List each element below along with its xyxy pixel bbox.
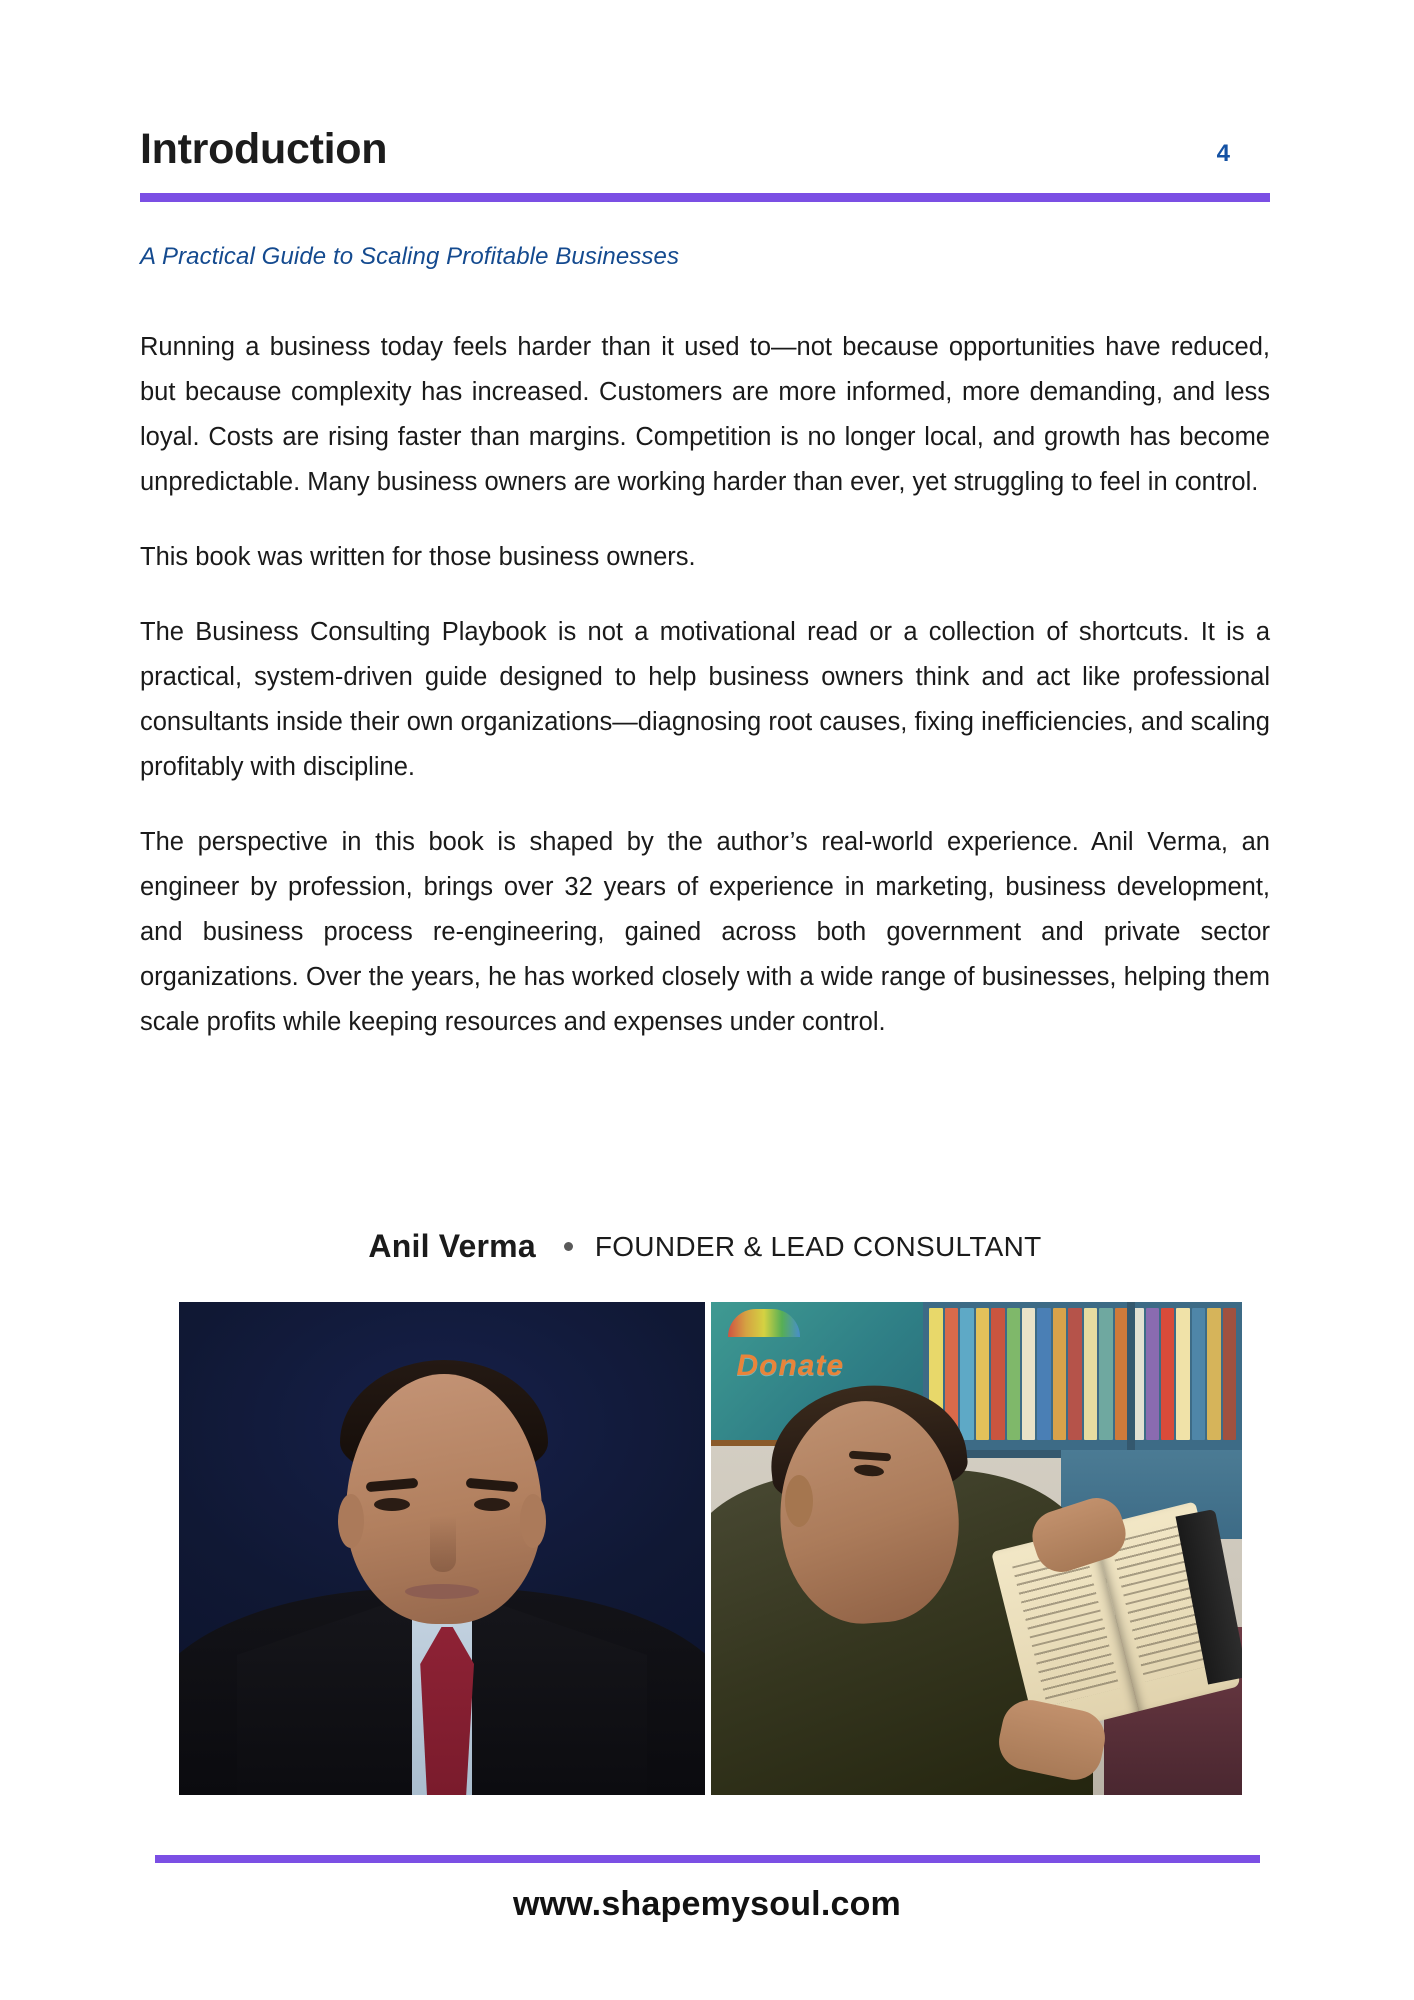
section-subtitle: A Practical Guide to Scaling Profitable Businesses	[140, 243, 680, 270]
book-spine	[1192, 1308, 1205, 1440]
portrait-eye-left	[374, 1498, 410, 1511]
author-role: FOUNDER & LEAD CONSULTANT	[594, 1230, 1042, 1262]
book-spine	[1176, 1308, 1189, 1440]
author-photo-strip	[179, 1302, 1242, 1795]
book-spine	[1022, 1308, 1035, 1440]
paragraph-4: The perspective in this book is shaped by the author’s real-world experience. Anil Verma, an engineer by profession, brings over 32 years of experience in marketing, business development, and business process re-engineering, gained across both government and private sector organizations. Over the years, he has worked closely with a wide range of businesses, helping them scale profits while keeping resources and expenses under control.	[140, 828, 1270, 1036]
footer-accent-rule	[155, 1855, 1260, 1863]
book-spine	[1037, 1308, 1050, 1440]
book-spine	[1146, 1308, 1159, 1440]
book-spine	[976, 1308, 989, 1440]
page-header	[140, 125, 1270, 173]
portrait-mouth	[405, 1584, 479, 1599]
shelf-divider	[1127, 1302, 1135, 1450]
book-spine	[1115, 1308, 1128, 1440]
book-spine	[991, 1308, 1004, 1440]
paragraph-1: Running a business today feels harder than it used to—not because opportunities have reduced, but because complexity has increased. Customers are more informed, more demanding, and less loyal. Costs are rising faster than margins. Competition is no longer local, and growth has become unpredictable. Many business owners are working harder than ever, yet struggling to feel in control.	[140, 333, 1270, 496]
body-content	[140, 325, 1270, 1075]
author-name: Anil Verma	[368, 1228, 536, 1264]
book-spine	[1161, 1308, 1174, 1440]
reading-ear	[785, 1475, 813, 1527]
donate-sign-label: Donate	[736, 1348, 845, 1382]
footer-website-url: www.shapemysoul.com	[513, 1885, 901, 1923]
book-spine	[1099, 1308, 1112, 1440]
portrait-ear-right	[520, 1494, 546, 1548]
rainbow-icon	[728, 1309, 800, 1337]
bookshelf	[923, 1302, 1242, 1458]
header-accent-rule	[140, 193, 1270, 202]
book-spine	[1053, 1308, 1066, 1440]
book-spine	[1084, 1308, 1097, 1440]
page-number: 4	[1216, 140, 1230, 167]
portrait-eye-right	[474, 1498, 510, 1511]
book-row	[929, 1308, 1236, 1440]
book-spine	[1223, 1308, 1236, 1440]
paragraph-2: This book was written for those business owners.	[140, 543, 696, 571]
author-caption	[140, 1228, 1270, 1265]
portrait-ear-left	[338, 1494, 364, 1548]
book-spine	[1007, 1308, 1020, 1440]
book-spine	[1207, 1308, 1220, 1440]
book-spine	[1068, 1308, 1081, 1440]
portrait-nose	[430, 1516, 456, 1572]
paragraph-3: The Business Consulting Playbook is not a motivational read or a collection of shortcuts. It is a practical, system-driven guide designed to help business owners think and act like professional consultants inside their own organizations—diagnosing root causes, fixing inefficiencies, and scaling profitably with discipline.	[140, 618, 1270, 781]
book-spine	[960, 1308, 973, 1440]
bullet-separator-icon	[564, 1242, 573, 1251]
page-title: Introduction	[140, 125, 388, 173]
author-reading-photo	[711, 1302, 1242, 1795]
author-portrait-photo	[179, 1302, 705, 1795]
